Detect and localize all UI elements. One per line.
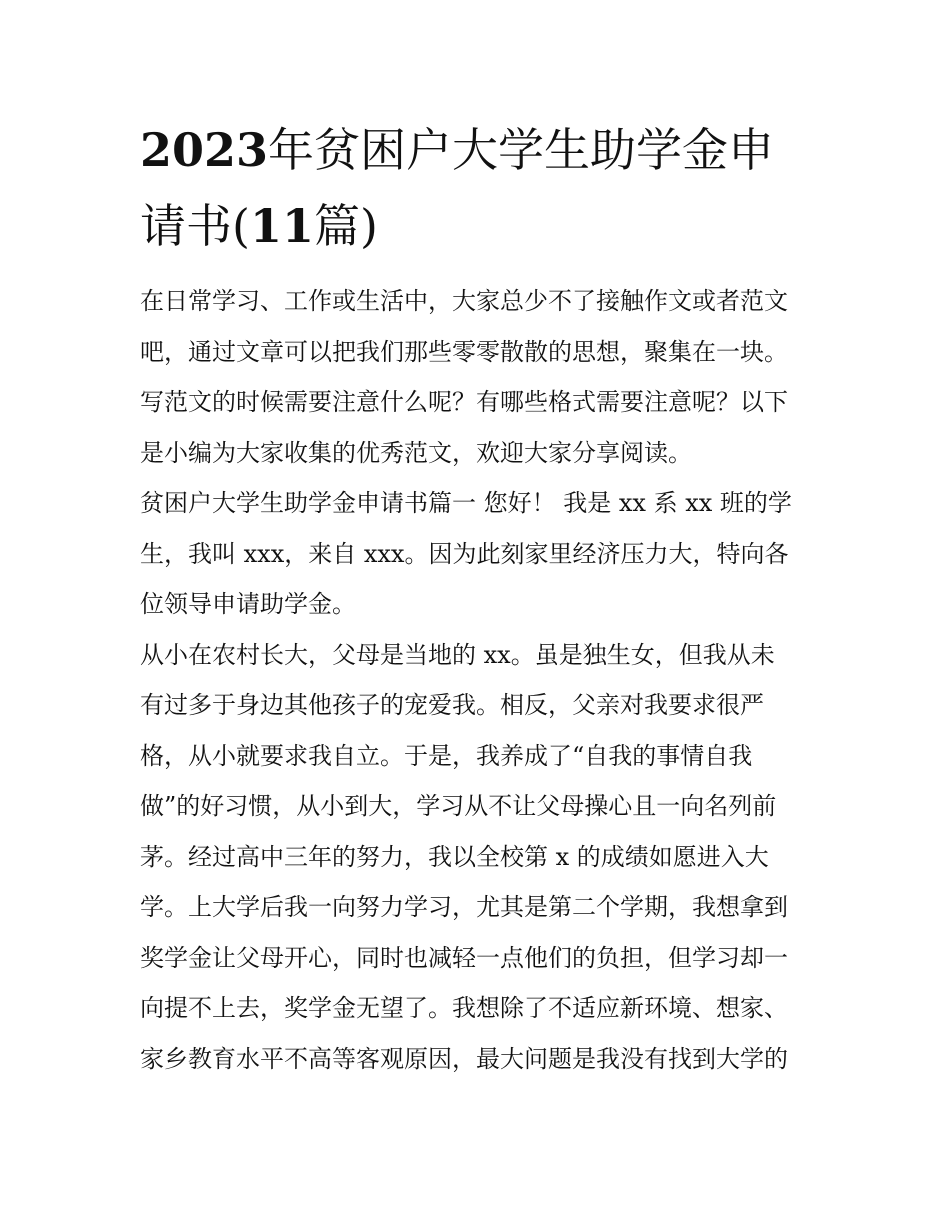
title-count: 11 [249,199,314,253]
page-title [140,112,820,264]
paragraph-intro [140,276,820,478]
text-line: 位领导申请助学金。 [140,590,356,618]
text-line: 是小编为大家收集的优秀范文，欢迎大家分享阅读。 [140,438,692,467]
text-line: 生，我叫 xxx，来自 xxx。因为此刻家里经济压力大，特向各 [140,539,789,568]
text-line: 有过多于身边其他孩子的宠爱我。相反，父亲对我要求很严 [140,691,764,719]
text-line: 在日常学习、工作或生活中，大家总少不了接触作文或者范文 [140,287,788,315]
document-body [140,276,820,1084]
paragraph-section-one [140,478,820,630]
text-line: 写范文的时候需要注意什么呢？有哪些格式需要注意呢？以下 [140,388,788,416]
text-line: 向提不上去，奖学金无望了。我想除了不适应新环境、想家、 [140,994,788,1022]
text-line: 贫困户大学生助学金申请书篇一 您好！ 我是 xx 系 xx 班的学 [140,489,792,517]
text-line: 家乡教育水平不高等客观原因，最大问题是我没有找到大学的 [140,1044,788,1073]
text-line: 奖学金让父母开心，同时也减轻一点他们的负担，但学习却一 [140,943,788,972]
title-text-2: 篇) [313,199,378,253]
text-line: 做”的好习惯，从小到大，学习从不让父母操心且一向名列前 [140,792,777,820]
text-line: 学。上大学后我一向努力学习，尤其是第二个学期，我想拿到 [140,893,788,921]
text-line: 格，从小就要求我自立。于是，我养成了“自我的事情自我 [140,741,753,770]
title-text-1: 年贫困户大学生助学金申请书( [140,123,775,253]
text-line: 吧，通过文章可以把我们那些零零散散的思想，聚集在一块。 [140,337,788,366]
text-line: 从小在农村长大，父母是当地的 xx。虽是独生女，但我从未 [140,640,775,669]
title-year: 2023 [140,123,269,177]
text-line: 茅。经过高中三年的努力，我以全校第 x 的成绩如愿进入大 [140,842,769,871]
paragraph-background [140,630,820,1085]
